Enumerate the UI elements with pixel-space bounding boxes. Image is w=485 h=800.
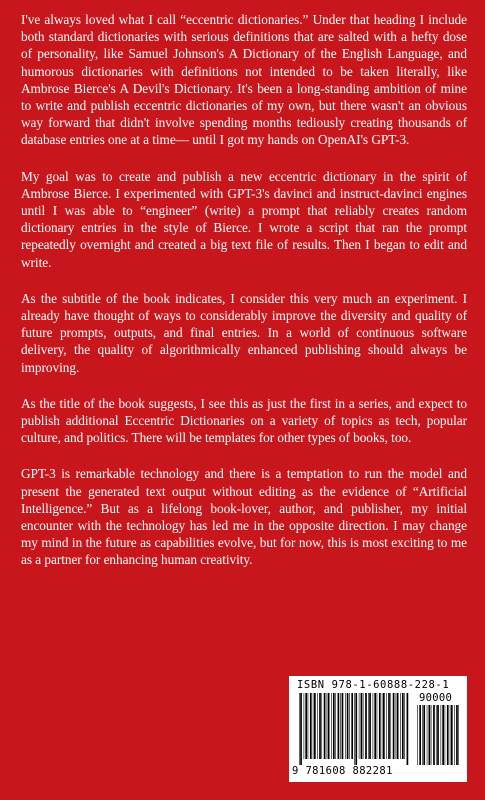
barcode-bar — [361, 693, 363, 759]
barcode-bar — [321, 693, 322, 759]
barcode-bar — [345, 693, 346, 759]
barcode-bar — [327, 693, 328, 759]
barcode-bar — [454, 705, 455, 765]
barcode-bar — [354, 693, 355, 765]
barcode-bar — [365, 693, 367, 759]
barcode-bar — [404, 693, 405, 759]
isbn-barcode — [289, 676, 467, 782]
ean-barcode-bars — [299, 693, 409, 765]
barcode-bar — [355, 693, 357, 765]
barcode-bar — [324, 693, 326, 759]
barcode-bar — [417, 705, 418, 765]
barcode-bar — [331, 693, 332, 759]
barcode-bar — [402, 693, 404, 759]
barcode-bar — [335, 693, 336, 759]
barcode-bar — [347, 693, 349, 759]
blurb-paragraph-3: As the subtitle of the book indicates, I consider this very much an experiment. I already have thought of ways to considerably improve the diversity and quality of future prompts, outputs, and final entries. In a world of continuous software delivery, the quality of algorithmically enhanced publishing should always be improving. — [21, 290, 467, 375]
barcode-bar — [400, 693, 401, 759]
barcode-bar — [386, 693, 387, 759]
barcode-bar — [397, 693, 399, 759]
barcode-bar — [382, 693, 383, 759]
barcode-bar — [433, 705, 435, 765]
blurb-paragraph-5: GPT-3 is remarkable technology and there is a temptation to run the model and present the generated text output without editing as the evidence of “Artificial Intelligence.” But as a lifelong book-lover, author, and publisher, my initial encounter with the technology has led me in the opposite direction. I may change my mind in the future as capabilities evolve, but for now, this is most exciting to me as a partner for enhancing human creativity. — [21, 466, 467, 568]
barcode-bar — [342, 693, 344, 759]
barcode-bar — [407, 693, 409, 765]
barcode-bar — [313, 693, 314, 759]
back-cover-blurb — [21, 11, 467, 588]
barcode-bar — [429, 705, 431, 765]
barcode-bar — [328, 693, 330, 759]
barcode-bar — [374, 693, 376, 759]
barcode-bar — [299, 693, 300, 765]
barcode-bar — [310, 693, 312, 759]
barcode-bar — [377, 693, 378, 759]
barcode-bar — [383, 693, 385, 759]
barcode-bar — [451, 705, 453, 765]
barcode-bar — [393, 693, 395, 759]
barcode-bar — [427, 705, 428, 765]
barcode-bar — [379, 693, 381, 759]
barcode-bar — [436, 705, 437, 765]
barcode-bar — [441, 705, 442, 765]
barcode-bar — [319, 693, 321, 759]
barcode-bar — [388, 693, 390, 759]
barcode-bar — [333, 693, 335, 759]
blurb-paragraph-2: My goal was to create and publish a new eccentric dictionary in the spirit of Ambrose Bierce. I experimented with GPT-3's davinci and instruct-davinci engines until I was able to “engineer” (write) a prompt that reliably creates random dictionary entries in the style of Bierce. I wrote a script that ran the prompt repeatedly overnight and created a big text file of results. Then I began to edit and write. — [21, 168, 467, 270]
barcode-bar — [419, 705, 421, 765]
blurb-paragraph-4: As the title of the book suggests, I see this as just the first in a series, and expect to publish additional Eccentric Dictionaries on a variety of topics as tech, popular culture, and politics. There will be templates for other types of books, too. — [21, 395, 467, 446]
barcode-bar — [349, 693, 350, 759]
barcode-bar — [437, 705, 439, 765]
barcode-bar — [373, 693, 374, 759]
barcode-bar — [300, 693, 302, 765]
barcode-bar — [458, 705, 459, 765]
barcode-bar — [359, 693, 360, 759]
barcode-bar — [304, 693, 305, 759]
barcode-bar — [308, 693, 309, 759]
barcode-bar — [338, 693, 340, 759]
barcode-bar — [423, 705, 425, 765]
barcode-bar — [396, 693, 397, 759]
ean-digits: 9 781608 882281 — [292, 765, 393, 777]
barcode-bar — [305, 693, 307, 759]
barcode-bar — [317, 693, 318, 759]
barcode-bar — [369, 693, 371, 759]
barcode-bar — [340, 693, 341, 759]
barcode-bar — [431, 705, 432, 765]
barcode-bar — [447, 705, 449, 765]
barcode-bar — [450, 705, 451, 765]
price-code: 90000 — [419, 692, 453, 704]
isbn-label: ISBN 978-1-60888-228-1 — [297, 679, 450, 691]
price-addon-bars — [417, 705, 461, 765]
barcode-bar — [363, 693, 364, 759]
blurb-paragraph-1: I've always loved what I call “eccentric dictionaries.” Under that heading I include both standard dictionaries with serious definitions that are salted with a hefty dose of personality, like Samuel Johnson's A Dictionary of the English Language, and humorous dictionaries with definitions not intended to be taken literally, like Ambrose Bierce's A Devil's Dictionary. It's been a long-standing ambition of mine to write and publish eccentric dictionaries of my own, but there wasn't an obvious way forward that didn't involve spending months tediously creating thousands of database entries one at a time— until I got my hands on OpenAI's GPT-3. — [21, 12, 467, 148]
barcode-bar — [445, 705, 446, 765]
barcode-bar — [314, 693, 316, 759]
barcode-bar — [422, 705, 423, 765]
barcode-bar — [390, 693, 391, 759]
barcode-bar — [351, 693, 353, 759]
barcode-bar — [442, 705, 444, 765]
barcode-bar — [456, 705, 458, 765]
barcode-bar — [368, 693, 369, 759]
